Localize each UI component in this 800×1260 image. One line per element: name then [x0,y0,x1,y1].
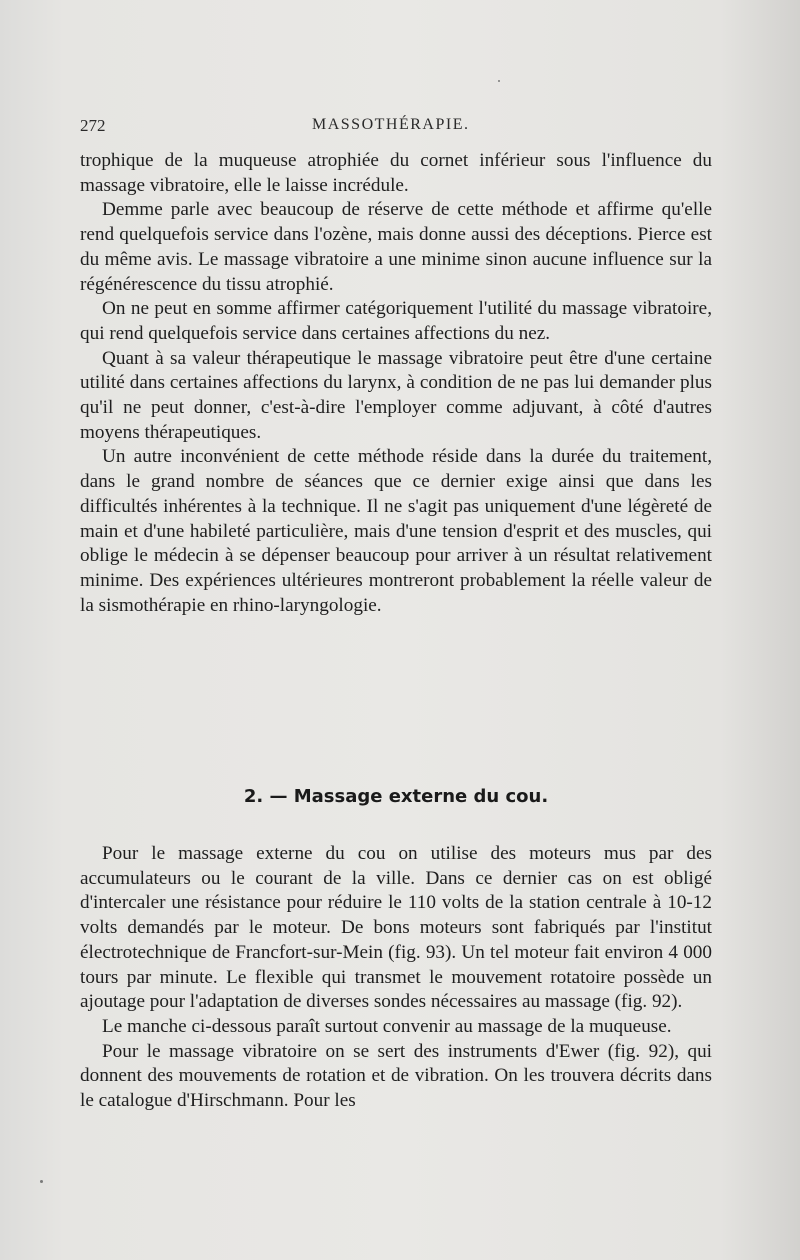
paragraph: On ne peut en somme affirmer catégoriquement l'utilité du massage vibratoire, qui rend quelquefois service dans certaines affections du nez. [80,298,712,344]
page-number: 272 [80,116,106,135]
paper-speck [498,80,500,82]
running-title: MASSOTHÉRAPIE. [312,116,470,133]
paragraph: Un autre inconvénient de cette méthode réside dans la durée du traitement, dans le grand nombre de séances que ce dernier exige ainsi que dans les difficultés inhérentes à la technique. Il ne s'agit pas uniquement d'une légèreté de main et d'une habileté particulière, mais d'une tension d'esprit et des muscles, qui oblige le médecin à se dépenser beaucoup pour arriver à un résultat relativement minime. Des expériences ultérieures montreront probablement la réelle valeur de la sismothérapie en rhino-laryngologie. [80,446,712,616]
paragraph: Quant à sa valeur thérapeutique le massage vibratoire peut être d'une certaine utilité dans certaines affections du larynx, à condition de ne pas lui demander plus qu'il ne peut donner, c'est-à-dire l'employer comme adjuvant, à côté d'autres moyens thérapeutiques. [80,347,712,443]
section-heading: 2. — Massage externe du cou. [243,786,549,807]
paragraph: trophique de la muqueuse atrophiée du cornet inférieur sous l'influence du massage vibratoire, elle le laisse incrédule. [80,150,712,196]
paragraph: Demme parle avec beaucoup de réserve de cette méthode et affirme qu'elle rend quelquefois service dans l'ozène, mais donne aussi des déceptions. Pierce est du même avis. Le massage vibratoire a une minime sinon aucune influence sur la régénérescence du tissu atrophié. [80,199,712,295]
paragraph: Le manche ci-dessous paraît surtout convenir au massage de la muqueuse. [102,1015,672,1037]
paragraph: Pour le massage vibratoire on se sert des instruments d'Ewer (fig. 92), qui donnent des mouvements de rotation et de vibration. On les trouvera décrits dans le catalogue d'Hirschmann. Pour les [80,1040,712,1112]
paper-speck [40,1180,43,1183]
body-text-top [80,149,712,618]
paragraph: Pour le massage externe du cou on utilise des moteurs mus par des accumulateurs ou le courant de la ville. Dans ce dernier cas on est obligé d'intercaler une résistance pour réduire le 110 volts de la station centrale à 10-12 volts demandés par le moteur. De bons moteurs sont fabriqués par l'institut électrotechnique de Francfort-sur-Mein (fig. 93). Un tel moteur fait environ 4 000 tours par minute. Le flexible qui transmet le mouvement rotatoire possède un ajoutage pour l'adaptation de diverses sondes nécessaires au massage (fig. 92). [80,843,712,1013]
body-text-bottom [80,842,712,1114]
page-header [80,116,710,140]
